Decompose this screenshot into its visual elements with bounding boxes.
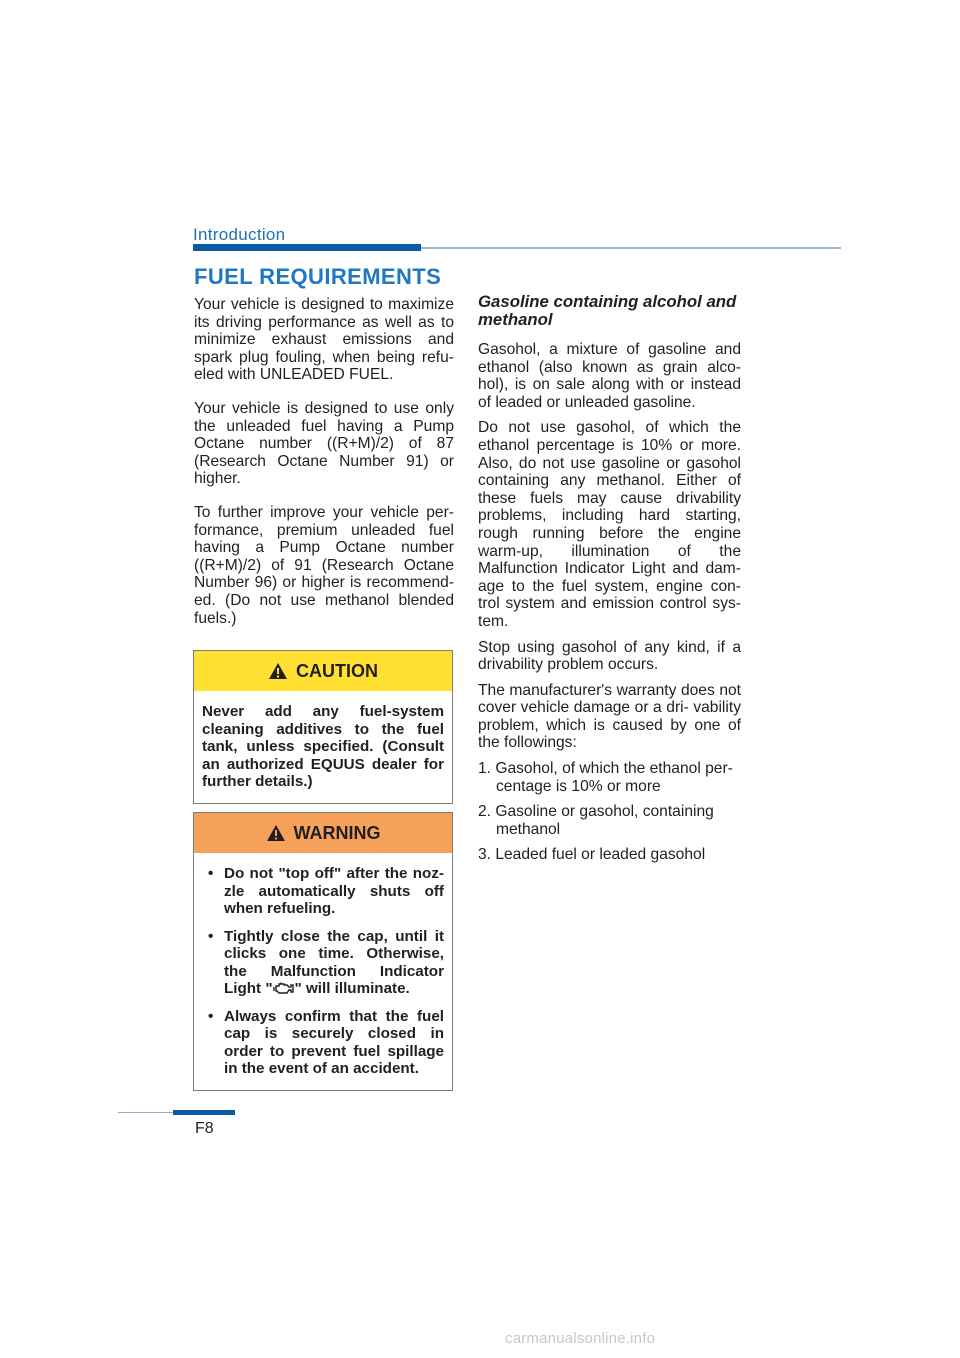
caution-label: CAUTION — [296, 660, 378, 681]
caution-box — [193, 650, 453, 804]
page-title: FUEL REQUIREMENTS — [194, 264, 442, 289]
warning-list — [202, 865, 444, 1078]
list-item: • Do not "top off" after the noz- zle automatically shuts off when refueling. — [202, 865, 444, 918]
caution-text: Never add any fuel-system cleaning additives to the fuel tank, unless specified. (Consult an authorized EQUUS dealer for further details.) — [202, 703, 444, 790]
caution-header — [194, 651, 452, 691]
caution-body — [194, 691, 452, 803]
section-label: Introduction — [193, 225, 286, 244]
warning-body — [194, 853, 452, 1090]
warning-label: WARNING — [293, 822, 381, 843]
footer-rule-thin — [118, 1112, 173, 1113]
list-item-text: " will illuminate. — [294, 980, 410, 997]
list-item: 1. Gasohol, of which the ethanol per- centage is 10% or more — [478, 760, 733, 795]
paragraph: The manufacturer's warranty does not cover vehicle damage or a dri- vability problem, which is caused by one of the followings: — [478, 681, 741, 752]
subheading: Gasoline containing alcohol and methanol — [478, 292, 737, 329]
watermark: carmanualsonline.info — [505, 1330, 656, 1347]
paragraph: Gasohol, a mixture of gasoline and ethanol (also known as grain alco- hol), is on sale along with or instead of leaded or unleaded gasoline. — [478, 341, 741, 411]
warning-triangle-icon — [266, 824, 286, 842]
list-item — [202, 928, 444, 998]
paragraph: Your vehicle is designed to maximize its driving performance as well as to minimize exhaust emissions and spark plug fouling, when being refu- eled with UNLEADED FUEL. — [194, 296, 454, 384]
list-item-text: Tightly close the cap, until it clicks one time. Otherwise, the Malfunction Indicator Light " — [224, 927, 444, 997]
engine-check-icon — [273, 981, 295, 995]
paragraph: Stop using gasohol of any kind, if a drivability problem occurs. — [478, 638, 741, 674]
warning-triangle-icon — [268, 662, 288, 680]
paragraph: Your vehicle is designed to use only the unleaded fuel having a Pump Octane number ((R+M)/2) of 87 (Research Octane Number 91) or higher. — [194, 399, 454, 488]
numbered-list — [478, 760, 741, 864]
paragraph: To further improve your vehicle per- formance, premium unleaded fuel having a Pump Octane number ((R+M)/2) of 91 (Research Octane Number 96) or higher is recommend- ed. (Do not use methanol blended fuels.) — [194, 503, 454, 627]
page-number: F8 — [195, 1120, 214, 1137]
paragraph: Do not use gasohol, of which the ethanol percentage is 10% or more. Also, do not use gasoline or gasohol containing any methanol. Either of these fuels may cause drivability problems, including hard starting, rough running before the engine warm-up, illumination of the Malfunction Indicator Light and dam- age to the fuel system, engine con- trol system and emission control sys- tem. — [478, 419, 741, 630]
header-rule-thick — [193, 244, 421, 251]
left-column — [194, 296, 454, 643]
warning-box — [193, 812, 453, 1091]
list-item: 3. Leaded fuel or leaded gasohol — [478, 846, 706, 864]
header-rule-thin — [421, 247, 841, 249]
footer-rule — [173, 1110, 235, 1115]
right-column — [478, 293, 741, 872]
list-item: • Always confirm that the fuel cap is securely closed in order to prevent fuel spillage in the event of an accident. — [202, 1008, 444, 1078]
warning-header — [194, 813, 452, 853]
list-item: 2. Gasoline or gasohol, containing methanol — [478, 803, 714, 838]
